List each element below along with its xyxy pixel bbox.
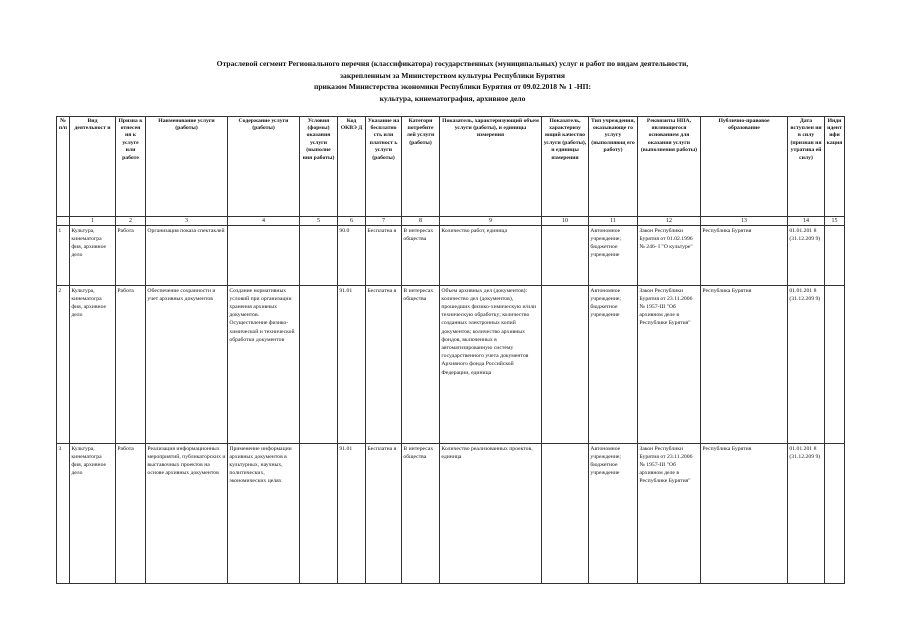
column-number-row [57,217,845,226]
column-number-cell: 11 [589,217,638,226]
column-number-cell: 4 [228,217,300,226]
cell-id [825,444,845,584]
cell-conditions [300,444,338,584]
col-header-quality: Показатель, характеризу ющий качество услуги (работы), и единицы измерения [542,117,589,217]
cell-content: Создание нормативных условий при организации хранения архивных документов. Осуществление физико-химической и технической обработки документов [228,286,300,444]
cell-paid: Бесплатна я [366,444,402,584]
cell-quality [542,226,589,286]
cell-date: 01.01.201 8 (31.12.209 9) [788,226,825,286]
services-table [56,116,845,584]
column-number-cell: 10 [542,217,589,226]
col-header-sign: Призна к отнесен ия к услуге или работе [116,117,146,217]
cell-date: 01.01.201 8 (31.12.209 9) [788,444,825,584]
cell-npa: Закон Республики Бурятия от 01.02.1996 № 246- I "О культуре" [638,226,701,286]
cell-okved: 90.0 [338,226,366,286]
col-header-institution-type: Тип учреждения, оказывающе го услугу (выполняющ его работу) [589,117,638,217]
cell-public-entity: Республика Бурятия [701,286,788,444]
cell-category: В интересах общества [402,286,440,444]
cell-npa: Закон Республики Бурятия от 23.11.2006 № 1957-III "Об архивном деле в Республике Бурятия" [638,444,701,584]
cell-okved: 91.01 [338,444,366,584]
col-header-content: Содержание услуги (работы) [228,117,300,217]
cell-paid: Бесплатна я [366,286,402,444]
cell-quality [542,444,589,584]
cell-institution-type: Автономное учреждение; бюджетное учреждение [589,226,638,286]
header-line-3: приказом Министерства экономики Республики Бурятия от 09.02.2018 № 1 -НП: [313,82,592,92]
column-number-cell: 6 [338,217,366,226]
cell-activity: Культура, кинематогра фия, архивное дело [70,286,116,444]
cell-service-name: Обеспечение сохранности и учет архивных документов [146,286,228,444]
column-number-cell: 3 [146,217,228,226]
cell-sign: Работа [116,286,146,444]
cell-category: В интересах общества [402,444,440,584]
header-line-4: культура, кинематография, архивное дело [379,93,526,103]
col-header-id: Инди идентифи кация [825,117,845,217]
col-header-public-entity: Публично-правовое образование [701,117,788,217]
cell-paid: Бесплатна я [366,226,402,286]
col-header-number: № п/п [57,117,70,217]
cell-sign: Работа [116,444,146,584]
header-line-1: Отраслевой сегмент Регионального перечня (классификатора) государственных (муниципальных) услуг и работ по видам деятельности, [216,59,689,68]
cell-public-entity: Республика Бурятия [701,226,788,286]
cell-content [228,226,300,286]
cell-quality [542,286,589,444]
cell-service-name: Реализация информационных мероприятий, публикаторских и выставочных проектов на основе архивных документов [146,444,228,584]
cell-volume: Количество работ, единица [440,226,542,286]
col-header-paid: Указание на бесплатно сть или платност ь услуги (работы) [366,117,402,217]
column-number-cell: 2 [116,217,146,226]
col-header-category: Категори потребите лей услуги (работы) [402,117,440,217]
col-header-okved: Код ОКВЭ Д [338,117,366,217]
cell-category: В интересах общества [402,226,440,286]
col-header-volume: Показатель, характеризующий объем услуги (работы), и единицы измерения [440,117,542,217]
row-number: 3 [57,444,70,584]
row-number: 2 [57,286,70,444]
col-header-service-name: Наименование услуги (работы) [146,117,228,217]
cell-volume: Объем архивных дел (документов): количество дел (документов), прошедших физико-химическую и/или техническую обработку; количество созданных электронных копий документов; количество архивных фондов, включенных в автоматизированную систему государственного учета документов Архивного фонда Российской Федерации, единица [440,286,542,444]
cell-service-name: Организация показа спектаклей [146,226,228,286]
cell-institution-type: Автономное учреждение; бюджетное учреждение [589,286,638,444]
cell-id [825,226,845,286]
column-number-cell: 8 [402,217,440,226]
cell-public-entity: Республика Бурятия [701,444,788,584]
cell-date: 01.01.201 8 (31.12.209 9) [788,286,825,444]
cell-activity: Культура, кинематогра фия, архивное дело [70,226,116,286]
header-line-2: закрепленным за Министерством культуры Республики Бурятия [339,70,566,80]
col-header-date: Дата вступлен ия в силу (признан ия утратива ей силу) [788,117,825,217]
col-header-activity: Вид деятельност и [70,117,116,217]
column-number-cell: 13 [701,217,788,226]
cell-npa: Закон Республики Бурятия от 23.11.2006 № 1957-III "Об архивном деле в Республике Бурятия" [638,286,701,444]
cell-institution-type: Автономное учреждение; бюджетное учреждение [589,444,638,584]
table-row [57,444,845,584]
column-number-cell: 15 [825,217,845,226]
cell-id [825,286,845,444]
col-header-npa: Реквизиты НПА, являющегося основанием для оказания услуги (выполнения работы) [638,117,701,217]
cell-okved: 91.01 [338,286,366,444]
column-number-cell: 9 [440,217,542,226]
row-number: 1 [57,226,70,286]
cell-sign: Работа [116,226,146,286]
column-number-cell: 7 [366,217,402,226]
cell-conditions [300,286,338,444]
table-header-row [57,117,845,217]
cell-content: Применение информации архивных документов в культурных, научных, политических, экономических целях [228,444,300,584]
column-number-cell: 14 [788,217,825,226]
cell-conditions [300,226,338,286]
cell-volume: Количество реализованных проектов, единица [440,444,542,584]
document-header [0,58,905,104]
table-row [57,226,845,286]
table-row [57,286,845,444]
col-header-conditions: Условия (формы) оказания услуги (выполне ния работы) [300,117,338,217]
column-number-cell: 5 [300,217,338,226]
cell-activity: Культура, кинематогра фия, архивное дело [70,444,116,584]
column-number-cell: 1 [70,217,116,226]
column-number-cell [57,217,70,226]
column-number-cell: 12 [638,217,701,226]
